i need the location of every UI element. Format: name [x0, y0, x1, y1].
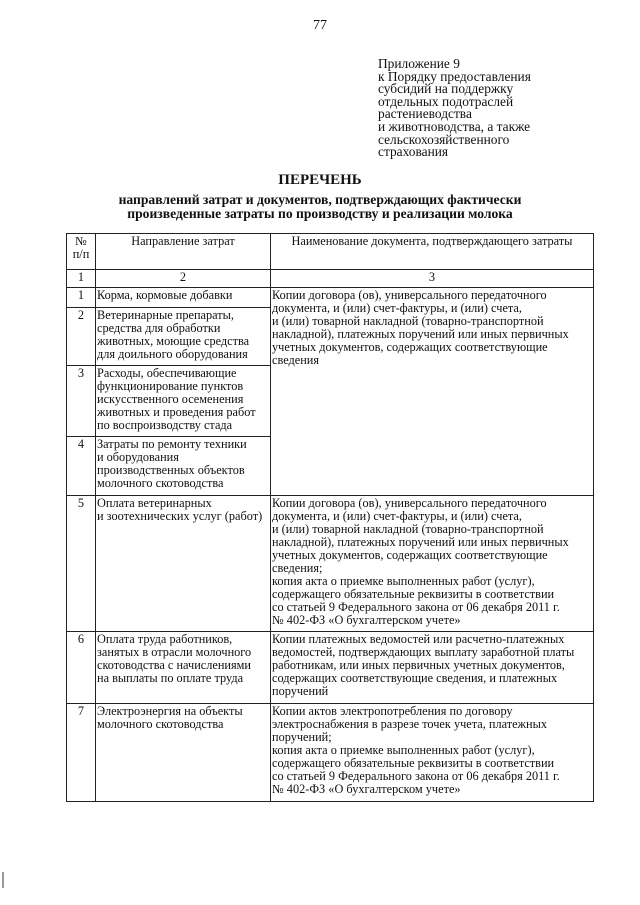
header-documents: Наименование документа, подтверждающего затраты: [271, 234, 594, 270]
document-line: документа, и (или) счет-фактуры, и (или) счета,: [272, 509, 522, 523]
document-line: содержащего обязательные реквизиты в соответствии: [272, 587, 555, 601]
table-numbering-row: [67, 270, 594, 288]
row-documents: [271, 704, 594, 802]
row-direction: [96, 496, 271, 632]
table-row: [67, 288, 594, 308]
document-line: содержащих соответствующие сведения, и платежных: [272, 671, 558, 685]
appendix-line: к Порядку предоставления: [378, 68, 531, 84]
direction-line: средства для обработки: [97, 321, 221, 335]
row-direction: [96, 437, 271, 496]
appendix-line: страхования: [378, 144, 449, 160]
header-direction: Направление затрат: [96, 234, 271, 270]
header-number-pp: п/п: [72, 247, 90, 261]
direction-line: Затраты по ремонту техники: [97, 437, 247, 451]
document-subtitle: [0, 193, 640, 221]
direction-line: Оплата ветеринарных: [97, 496, 212, 510]
header-number-sign: №: [75, 234, 87, 248]
row-documents: [271, 496, 594, 632]
row-number: 4: [67, 437, 96, 496]
direction-line: Корма, кормовые добавки: [97, 288, 233, 302]
document-title: ПЕРЕЧЕНЬ: [278, 172, 362, 188]
scan-margin-mark: [2, 872, 4, 888]
document-line: Копии договора (ов), универсального передаточного: [272, 288, 547, 302]
direction-line: искусственного осеменения: [97, 392, 244, 406]
appendix-note: [378, 58, 578, 159]
row-documents-shared: [271, 288, 594, 496]
table-row: [67, 632, 594, 704]
document-line: и (или) товарной накладной (товарно-транспортной: [272, 522, 544, 536]
document-line: копия акта о приемке выполненных работ (услуг),: [272, 574, 535, 588]
document-line: копия акта о приемке выполненных работ (услуг),: [272, 743, 535, 757]
table-row: [67, 496, 594, 632]
direction-line: производственных объектов: [97, 463, 245, 477]
row-number: 2: [67, 308, 96, 366]
subtitle-line: направлений затрат и документов, подтверждающих фактически: [118, 192, 522, 207]
document-line: и (или) товарной накладной (товарно-транспортной: [272, 314, 544, 328]
document-line: Копии актов электропотребления по договору: [272, 704, 513, 718]
subtitle-line: произведенные затраты по производству и реализации молока: [127, 206, 513, 221]
direction-line: занятых в отрасли молочного: [97, 645, 252, 659]
direction-line: на выплаты по оплате труда: [97, 671, 244, 685]
expenses-table: [66, 233, 594, 802]
direction-line: и оборудования: [97, 450, 179, 464]
row-direction: [96, 308, 271, 366]
direction-line: животных, моющие средства: [97, 334, 250, 348]
row-documents: [271, 632, 594, 704]
document-line: Копии платежных ведомостей или расчетно-платежных: [272, 632, 565, 646]
document-line: поручений;: [272, 730, 332, 744]
direction-line: Расходы, обеспечивающие: [97, 366, 237, 380]
row-number: 1: [67, 288, 96, 308]
document-line: работникам, или иных первичных учетных документов,: [272, 658, 565, 672]
direction-line: молочного скотоводства: [97, 717, 224, 731]
appendix-line: сельскохозяйственного: [378, 131, 510, 147]
document-line: поручений: [272, 684, 329, 698]
row-direction: [96, 632, 271, 704]
document-line: Копии договора (ов), универсального передаточного: [272, 496, 547, 510]
direction-line: скотоводства с начислениями: [97, 658, 252, 672]
row-number: 5: [67, 496, 96, 632]
direction-line: по воспроизводству стада: [97, 418, 233, 432]
appendix-line: субсидий на поддержку: [378, 81, 514, 97]
document-line: накладной), платежных поручений или иных первичных: [272, 535, 569, 549]
document-line: электроснабжения в разрезе точек учета, платежных: [272, 717, 548, 731]
document-line: сведения: [272, 353, 320, 367]
document-line: со статьей 9 Федерального закона от 06 декабря 2011 г.: [272, 769, 560, 783]
direction-line: Оплата труда работников,: [97, 632, 233, 646]
row-direction: [96, 288, 271, 308]
direction-line: и зоотехнических услуг (работ): [97, 509, 263, 523]
table-header-row: [67, 234, 594, 270]
table-row: [67, 704, 594, 802]
document-line: ведомостей, подтверждающих выплату заработной платы: [272, 645, 575, 659]
direction-line: функционирование пунктов: [97, 379, 244, 393]
document-line: накладной), платежных поручений или иных первичных: [272, 327, 569, 341]
row-direction: [96, 704, 271, 802]
document-line: со статьей 9 Федерального закона от 06 декабря 2011 г.: [272, 600, 560, 614]
document-line: учетных документов, содержащих соответствующие: [272, 340, 548, 354]
direction-line: Электроэнергия на объекты: [97, 704, 243, 718]
direction-line: молочного скотоводства: [97, 476, 224, 490]
appendix-line: растениеводства: [378, 106, 472, 122]
appendix-line: отдельных подотраслей: [378, 93, 514, 109]
document-line: № 402-ФЗ «О бухгалтерском учете»: [272, 782, 461, 796]
document-line: учетных документов, содержащих соответствующие: [272, 548, 548, 562]
numbering-cell: 3: [271, 270, 594, 288]
direction-line: Ветеринарные препараты,: [97, 308, 235, 322]
appendix-line: и животноводства, а также: [378, 118, 531, 134]
direction-line: животных и проведения работ: [97, 405, 256, 419]
appendix-line: Приложение 9: [378, 56, 460, 71]
document-line: сведения;: [272, 561, 323, 575]
row-number: 3: [67, 366, 96, 437]
document-line: документа, и (или) счет-фактуры, и (или) счета,: [272, 301, 522, 315]
numbering-cell: 2: [96, 270, 271, 288]
row-direction: [96, 366, 271, 437]
header-number: [67, 234, 96, 270]
document-line: № 402-ФЗ «О бухгалтерском учете»: [272, 613, 461, 627]
row-number: 6: [67, 632, 96, 704]
direction-line: для доильного оборудования: [97, 347, 248, 361]
document-line: содержащего обязательные реквизиты в соответствии: [272, 756, 555, 770]
page-number: 77: [313, 18, 327, 33]
row-number: 7: [67, 704, 96, 802]
numbering-cell: 1: [67, 270, 96, 288]
